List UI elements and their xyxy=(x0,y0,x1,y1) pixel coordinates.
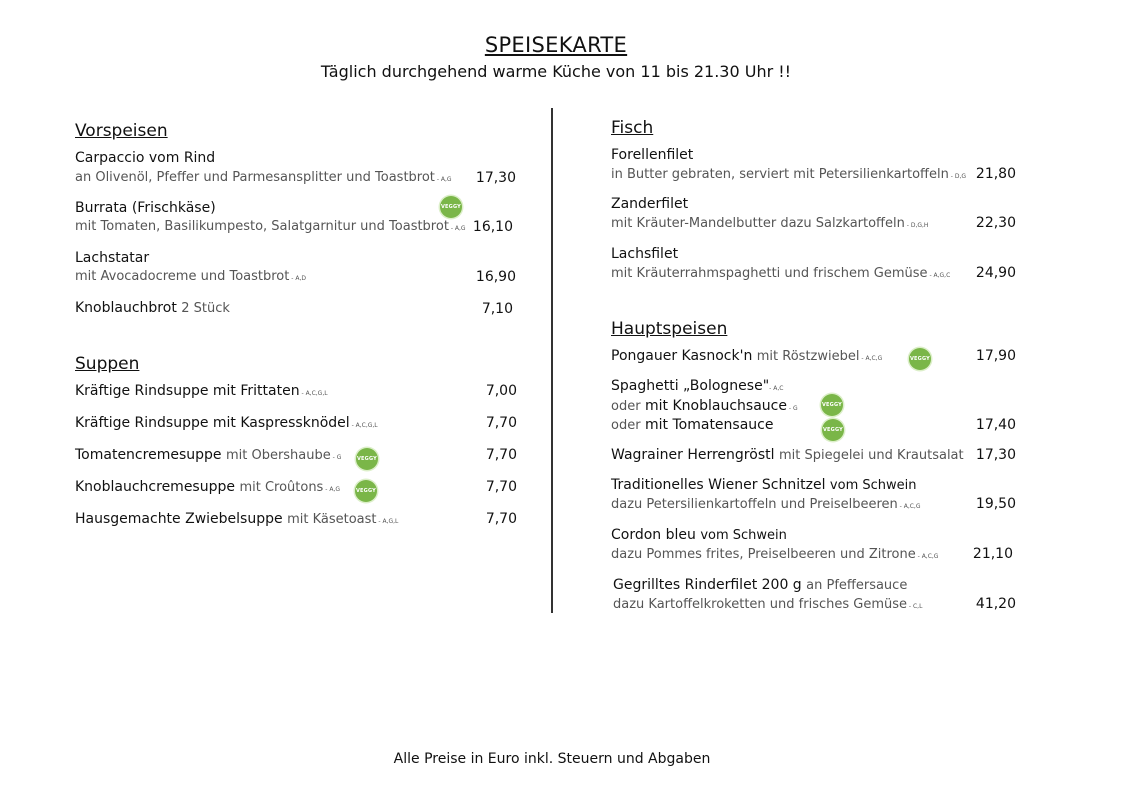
veggie-badge-icon xyxy=(822,419,844,441)
dish-name-tomatencremesuppe xyxy=(75,447,341,463)
price-tomatencremesuppe: 7,70 xyxy=(485,447,517,463)
name-text: Cordon bleu xyxy=(611,527,696,543)
menu-subtitle: Täglich durchgehend warme Küche von 11 bis 21.30 Uhr !! xyxy=(320,62,792,81)
allergen-codes: - G xyxy=(330,454,342,461)
allergen-codes: - A,G xyxy=(434,176,452,183)
section-heading-suppen: Suppen xyxy=(75,354,140,374)
dish-name-forellenfilet: Forellenfilet xyxy=(611,147,694,163)
dish-desc-zanderfilet xyxy=(611,216,928,231)
name-text: Gegrilltes Rinderfilet 200 g xyxy=(613,577,802,593)
dish-name-zanderfilet: Zanderfilet xyxy=(611,196,689,212)
allergen-codes: - C,L xyxy=(907,603,923,610)
name-text: Pongauer Kasnock'n xyxy=(611,348,753,364)
allergen-codes: - A,C xyxy=(769,385,784,392)
section-heading-vorspeisen: Vorspeisen xyxy=(75,121,168,141)
dish-desc-rinderfilet xyxy=(613,597,922,612)
dish-name-kaspressknoedel xyxy=(75,415,378,431)
dish-desc-lachsfilet xyxy=(611,266,950,281)
price-spaghetti: 17,40 xyxy=(975,417,1016,433)
allergen-codes: - A,C,G,L xyxy=(299,390,328,397)
desc-text: mit Kräuter-Mandelbutter dazu Salzkartoffeln xyxy=(611,216,905,231)
name-text: Kräftige Rindsuppe mit Kaspressknödel xyxy=(75,415,350,431)
name-text: Knoblauchbrot xyxy=(75,300,177,316)
name-text: Kräftige Rindsuppe mit Frittaten xyxy=(75,383,300,399)
price-herrengroestl: 17,30 xyxy=(975,447,1016,463)
allergen-codes: - D,G xyxy=(948,173,967,180)
dish-desc-lachstatar xyxy=(75,269,306,284)
veggie-badge-icon xyxy=(909,348,931,370)
name-text: Wagrainer Herrengröstl xyxy=(611,447,775,463)
veggie-badge-label: VEGGY xyxy=(821,402,842,408)
dish-name-lachsfilet: Lachsfilet xyxy=(611,246,679,262)
option-text: mit Knoblauchsauce xyxy=(645,398,787,414)
dish-desc-forellenfilet xyxy=(611,167,966,182)
dish-option-knoblauchsauce xyxy=(611,398,798,414)
veggie-badge-icon xyxy=(356,448,378,470)
dish-detail: mit Röstzwiebel xyxy=(756,349,860,364)
dish-detail: an Pfeffersauce xyxy=(806,578,908,593)
name-text: Knoblauchcremesuppe xyxy=(75,479,235,495)
allergen-codes: - A,G,C xyxy=(927,272,951,279)
veggie-badge-label: VEGGY xyxy=(440,204,461,210)
price-knoblauchbrot: 7,10 xyxy=(481,301,513,317)
dish-name-cordon-bleu xyxy=(611,527,787,543)
dish-detail: mit Croûtons xyxy=(239,480,324,495)
section-heading-fisch: Fisch xyxy=(611,118,654,138)
dish-desc-burrata xyxy=(75,219,466,234)
allergen-codes: - D,G,H xyxy=(904,222,929,229)
veggie-badge-icon xyxy=(821,394,843,416)
desc-text: dazu Petersilienkartoffeln und Preiselbeeren xyxy=(611,497,898,512)
column-divider xyxy=(551,108,553,613)
price-schnitzel: 19,50 xyxy=(975,496,1016,512)
dish-option-tomatensauce xyxy=(611,417,773,433)
dish-name-spaghetti xyxy=(611,378,783,394)
price-footnote: Alle Preise in Euro inkl. Steuern und Abgaben xyxy=(393,751,711,767)
dish-name-knoblauchcremesuppe xyxy=(75,479,340,495)
allergen-codes: - A,G xyxy=(323,486,340,493)
desc-text: an Olivenöl, Pfeffer und Parmesansplitter und Toastbrot xyxy=(75,170,435,185)
name-extra: vom Schwein xyxy=(700,528,787,543)
price-rinderfilet: 41,20 xyxy=(975,596,1016,612)
price-kasnocken: 17,90 xyxy=(975,348,1016,364)
dish-name-rinderfilet xyxy=(613,577,907,593)
veggie-badge-icon xyxy=(355,480,377,502)
price-cordon-bleu: 21,10 xyxy=(972,546,1013,562)
price-kaspressknoedel: 7,70 xyxy=(485,415,517,431)
desc-text: dazu Pommes frites, Preiselbeeren und Zitrone xyxy=(611,547,916,562)
allergen-codes: - A,C,G xyxy=(915,553,939,560)
option-oder: oder xyxy=(611,399,641,414)
dish-desc-cordon-bleu xyxy=(611,547,938,562)
dish-name-zwiebelsuppe xyxy=(75,511,398,527)
veggie-badge-label: VEGGY xyxy=(909,356,930,362)
dish-desc-schnitzel xyxy=(611,497,921,512)
desc-text: mit Avocadocreme und Toastbrot xyxy=(75,269,290,284)
dish-name-lachstatar: Lachstatar xyxy=(75,250,150,266)
dish-detail: mit Spiegelei und Krautsalat xyxy=(778,448,964,463)
price-knoblauchcremesuppe: 7,70 xyxy=(485,479,517,495)
desc-text: mit Tomaten, Basilikumpesto, Salatgarnitur und Toastbrot xyxy=(75,219,449,234)
allergen-codes: - A,C,G,L xyxy=(349,422,378,429)
dish-detail: mit Obershaube xyxy=(225,448,331,463)
price-zwiebelsuppe: 7,70 xyxy=(485,511,517,527)
allergen-codes: - A,D xyxy=(289,275,306,282)
allergen-codes: - A,C,G xyxy=(897,503,921,510)
name-text: Hausgemachte Zwiebelsuppe xyxy=(75,511,283,527)
allergen-codes: - A,G xyxy=(448,225,466,232)
price-lachstatar: 16,90 xyxy=(475,269,516,285)
allergen-codes: - A,C,G xyxy=(859,355,883,362)
price-frittaten: 7,00 xyxy=(485,383,517,399)
dish-name-knoblauchbrot xyxy=(75,300,230,316)
desc-text: mit Kräuterrahmspaghetti und frischem Gemüse xyxy=(611,266,928,281)
dish-name-burrata: Burrata (Frischkäse) xyxy=(75,200,216,216)
desc-text: in Butter gebraten, serviert mit Petersilienkartoffeln xyxy=(611,167,949,182)
allergen-codes: - A,G,L xyxy=(376,518,399,525)
section-heading-hauptspeisen: Hauptspeisen xyxy=(611,319,728,339)
allergen-codes: - G xyxy=(786,405,798,412)
dish-name-kasnocken xyxy=(611,348,882,364)
veggie-badge-label: VEGGY xyxy=(355,488,376,494)
price-forellenfilet: 21,80 xyxy=(975,166,1016,182)
menu-title: SPEISEKARTE xyxy=(484,33,628,57)
price-lachsfilet: 24,90 xyxy=(975,265,1016,281)
veggie-badge-icon xyxy=(440,196,462,218)
option-oder: oder xyxy=(611,418,641,433)
price-carpaccio: 17,30 xyxy=(475,170,516,186)
dish-detail: 2 Stück xyxy=(181,301,230,316)
dish-name-schnitzel xyxy=(611,477,917,493)
dish-name-carpaccio: Carpaccio vom Rind xyxy=(75,150,216,166)
veggie-badge-label: VEGGY xyxy=(822,427,843,433)
name-text: Tomatencremesuppe xyxy=(75,447,222,463)
dish-name-frittaten xyxy=(75,383,328,399)
dish-desc-carpaccio xyxy=(75,170,452,185)
price-burrata: 16,10 xyxy=(472,219,513,235)
name-text: Traditionelles Wiener Schnitzel xyxy=(611,477,826,493)
dish-detail: mit Käsetoast xyxy=(287,512,377,527)
dish-name-herrengroestl xyxy=(611,447,964,463)
option-text: mit Tomatensauce xyxy=(645,417,774,433)
price-zanderfilet: 22,30 xyxy=(975,215,1016,231)
desc-text: dazu Kartoffelkroketten und frisches Gemüse xyxy=(613,597,908,612)
name-text: Spaghetti „Bolognese" xyxy=(611,378,770,394)
veggie-badge-label: VEGGY xyxy=(356,456,377,462)
name-extra: vom Schwein xyxy=(829,478,917,493)
